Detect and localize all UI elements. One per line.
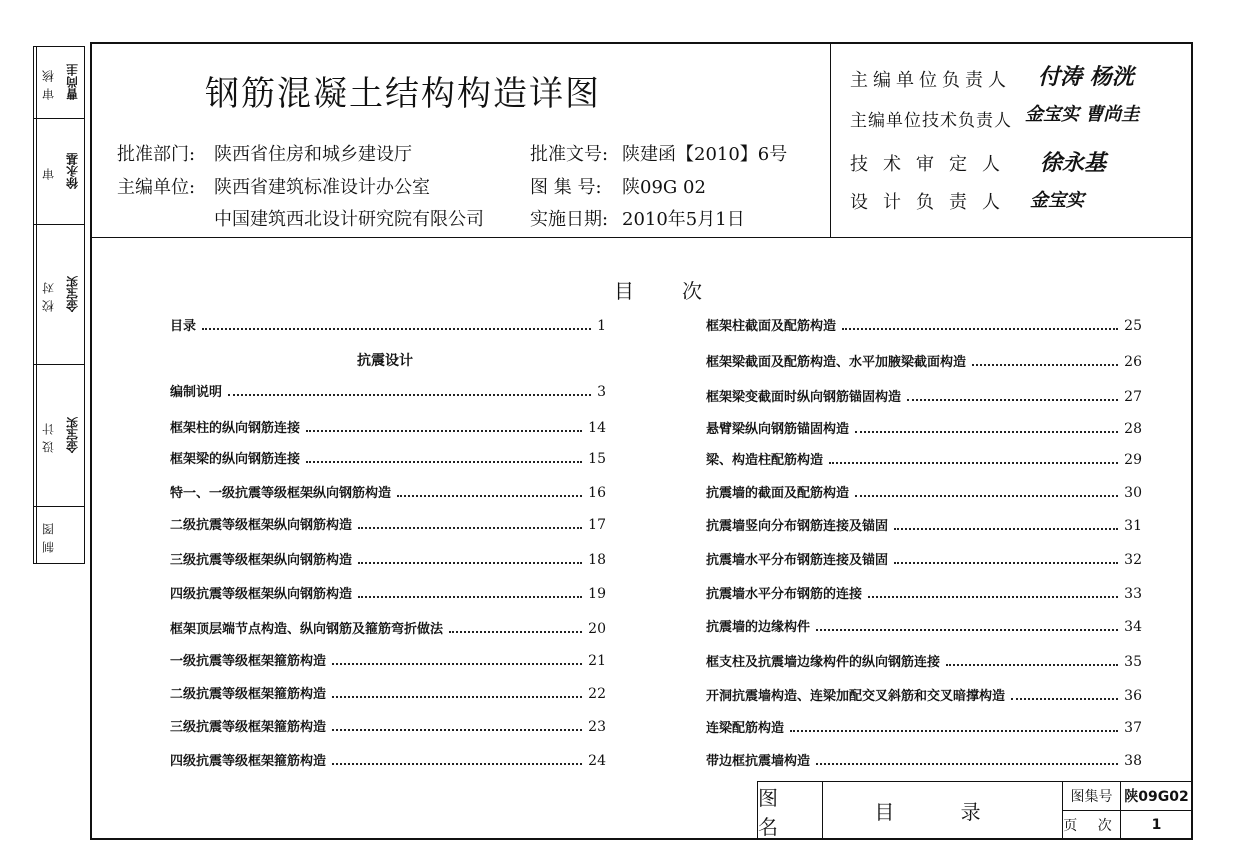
toc-entry[interactable] [706, 417, 1142, 437]
signature-design-chief: 金宝实 [1030, 190, 1084, 211]
toc-entry[interactable] [170, 513, 606, 533]
toc-entry[interactable] [706, 448, 1142, 468]
toc-entry-title: 抗震墙的截面及配筋构造 [706, 486, 850, 501]
resp-role-chief-unit: 主编单位负责人 [850, 70, 1011, 91]
toc-entry-page: 32 [1124, 552, 1142, 568]
toc-entry-title: 三级抗震等级框架箍筋构造 [170, 720, 327, 735]
page-number-cell: 1 [1151, 817, 1162, 833]
toc-leader [358, 562, 582, 564]
toc-leader [449, 631, 582, 633]
toc-entry-page: 23 [588, 719, 606, 735]
left-signature-strip [33, 46, 85, 564]
strip-role: 制图 [36, 507, 59, 563]
toc-entry-title: 抗震墙的边缘构件 [706, 620, 811, 635]
toc-entry[interactable] [706, 385, 1142, 405]
toc-entry-page: 21 [588, 653, 606, 669]
toc-leader [894, 562, 1118, 564]
toc-entry-page: 30 [1124, 485, 1142, 501]
toc-section-heading: 抗震设计 [357, 353, 413, 369]
toc-entry-title: 目录 [170, 319, 197, 334]
toc-leader [894, 528, 1118, 530]
approval-dept-label: 批准部门: [117, 144, 196, 165]
toc-entry-title: 四级抗震等级框架箍筋构造 [170, 754, 327, 769]
page-label-cell: 页 次 [1063, 811, 1121, 839]
toc-leader [829, 462, 1118, 464]
strip-person: 曹尚圭 [65, 64, 80, 101]
toc-leader [358, 527, 582, 529]
toc-entry-title: 连梁配筋构造 [706, 721, 785, 736]
toc-entry[interactable] [706, 350, 1142, 370]
header-vertical-divider [830, 42, 831, 238]
toc-leader [868, 596, 1118, 598]
toc-entry-page: 26 [1124, 354, 1142, 370]
toc-entry-title: 特一、一级抗震等级框架纵向钢筋构造 [170, 486, 392, 501]
title-block [757, 781, 1193, 840]
toc-entry-title: 四级抗震等级框架纵向钢筋构造 [170, 587, 353, 602]
impl-date: 2010年5月1日 [622, 209, 745, 230]
toc-entry-page: 20 [588, 621, 606, 637]
toc-leader [228, 394, 591, 396]
toc-entry-page: 37 [1124, 720, 1142, 736]
toc-entry-title: 一级抗震等级框架箍筋构造 [170, 654, 327, 669]
toc-entry-title: 框架梁截面及配筋构造、水平加腋梁截面构造 [706, 355, 967, 370]
toc-leader [332, 729, 582, 731]
toc-entry[interactable] [170, 617, 606, 637]
toc-entry-page: 3 [597, 384, 606, 400]
toc-leader [1011, 698, 1118, 700]
editor-unit-2: 中国建筑西北设计研究院有限公司 [214, 209, 484, 230]
toc-leader [946, 664, 1118, 666]
toc-leader [855, 495, 1118, 497]
toc-entry[interactable] [170, 380, 606, 400]
toc-entry[interactable] [706, 684, 1142, 704]
toc-leader [358, 596, 582, 598]
toc-entry[interactable] [170, 447, 606, 467]
toc-entry-page: 22 [588, 686, 606, 702]
toc-entry-title: 悬臂梁纵向钢筋锚固构造 [706, 422, 850, 437]
toc-entry-page: 24 [588, 753, 606, 769]
toc-leader [842, 328, 1118, 330]
strip-person: 徐永基 [65, 153, 80, 190]
toc-entry-title: 抗震墙水平分布钢筋的连接 [706, 587, 863, 602]
toc-leader [790, 730, 1118, 732]
strip-role: 审 [36, 119, 59, 224]
toc-leader [855, 431, 1118, 433]
toc-entry-title: 编制说明 [170, 385, 223, 400]
editor-unit-1: 陕西省建筑标准设计办公室 [214, 177, 430, 198]
toc-leader [332, 763, 582, 765]
signature-tech-chief: 金宝实 曹尚圭 [1025, 104, 1140, 125]
toc-entry-title: 三级抗震等级框架纵向钢筋构造 [170, 553, 353, 568]
toc-entry-title: 框架梁变截面时纵向钢筋锚固构造 [706, 390, 902, 405]
toc-entry-page: 1 [597, 318, 606, 334]
toc-entry-title: 带边框抗震墙构造 [706, 754, 811, 769]
toc-entry-title: 框架柱截面及配筋构造 [706, 319, 837, 334]
toc-entry-page: 38 [1124, 753, 1142, 769]
toc-leader [332, 663, 582, 665]
strip-cell-check [34, 119, 84, 225]
toc-entry[interactable] [706, 481, 1142, 501]
toc-entry-page: 35 [1124, 654, 1142, 670]
toc-entry[interactable] [706, 650, 1142, 670]
strip-role: 校对 [36, 225, 59, 364]
toc-entry-title: 框架柱的纵向钢筋连接 [170, 421, 301, 436]
toc-entry-title: 框架梁的纵向钢筋连接 [170, 452, 301, 467]
toc-entry-page: 33 [1124, 586, 1142, 602]
toc-entry-page: 15 [588, 451, 606, 467]
toc-leader [907, 399, 1118, 401]
toc-leader [816, 763, 1118, 765]
toc-entry[interactable] [170, 481, 606, 501]
toc-entry-page: 34 [1124, 619, 1142, 635]
toc-entry[interactable] [170, 548, 606, 568]
strip-role: 审核 [36, 47, 59, 118]
toc-entry-page: 31 [1124, 518, 1142, 534]
atlas-no-cell: 陕09G02 [1121, 782, 1192, 811]
atlas-no: 陕09G 02 [622, 177, 706, 198]
toc-entry[interactable] [170, 314, 606, 334]
toc-entry-page: 16 [588, 485, 606, 501]
strip-cell-proofread [34, 225, 84, 365]
toc-entry-page: 27 [1124, 389, 1142, 405]
toc-entry[interactable] [170, 715, 606, 735]
drawing-name: 目 录 [823, 782, 1063, 839]
toc-entry[interactable] [706, 716, 1142, 736]
toc-leader [816, 629, 1118, 631]
toc-entry[interactable] [170, 416, 606, 436]
toc-entry-page: 19 [588, 586, 606, 602]
toc-entry[interactable] [706, 615, 1142, 635]
toc-leader [202, 328, 591, 330]
toc-entry[interactable] [170, 582, 606, 602]
toc-entry[interactable] [170, 649, 606, 669]
strip-cell-design [34, 365, 84, 507]
strip-cell-review [34, 47, 84, 119]
toc-leader [306, 430, 582, 432]
page-title: 钢筋混凝土结构构造详图 [205, 74, 601, 114]
toc-leader [332, 696, 582, 698]
approval-no: 陕建函【2010】6号 [622, 144, 788, 165]
toc-entry-title: 开洞抗震墙构造、连梁加配交叉斜筋和交叉暗撑构造 [706, 689, 1006, 704]
toc-entry-title: 抗震墙水平分布钢筋连接及锚固 [706, 553, 889, 568]
toc-title: 目次 [614, 279, 750, 303]
toc-entry-title: 梁、构造柱配筋构造 [706, 453, 824, 468]
toc-entry[interactable] [170, 682, 606, 702]
signature-chief-unit: 付涛 杨洸 [1038, 64, 1134, 90]
toc-entry-title: 二级抗震等级框架箍筋构造 [170, 687, 327, 702]
editor-unit-label: 主编单位: [117, 177, 196, 198]
strip-person: 金宝实 [65, 417, 80, 454]
toc-entry-page: 29 [1124, 452, 1142, 468]
atlas-no-label-cell: 图集号 [1063, 782, 1121, 811]
toc-entry[interactable] [170, 749, 606, 769]
atlas-no-label: 图 集 号: [530, 177, 602, 198]
approval-dept: 陕西省住房和城乡建设厅 [214, 144, 412, 165]
header-divider [90, 237, 1193, 238]
toc-leader [397, 495, 582, 497]
toc-entry-page: 25 [1124, 318, 1142, 334]
strip-role: 设计 [36, 365, 59, 506]
toc-entry-title: 二级抗震等级框架纵向钢筋构造 [170, 518, 353, 533]
toc-entry-title: 框支柱及抗震墙边缘构件的纵向钢筋连接 [706, 655, 941, 670]
toc-entry[interactable] [706, 314, 1142, 334]
toc-entry-title: 框架顶层端节点构造、纵向钢筋及箍筋弯折做法 [170, 622, 444, 637]
toc-leader [972, 364, 1118, 366]
toc-entry-page: 17 [588, 517, 606, 533]
strip-person [60, 507, 84, 563]
impl-date-label: 实施日期: [530, 209, 609, 230]
toc-entry-title: 抗震墙竖向分布钢筋连接及锚固 [706, 519, 889, 534]
resp-role-tech-review: 技术审定人 [850, 154, 1015, 175]
toc-entry[interactable] [706, 514, 1142, 534]
signature-tech-review: 徐永基 [1040, 150, 1107, 176]
strip-cell-drafting [34, 507, 84, 563]
toc-entry[interactable] [706, 548, 1142, 568]
toc-entry[interactable] [706, 582, 1142, 602]
toc-leader [306, 461, 582, 463]
strip-person: 金宝实 [65, 276, 80, 313]
resp-role-design-chief: 设计负责人 [850, 192, 1015, 213]
drawing-name-label: 图 名 [758, 782, 823, 839]
resp-role-tech-chief: 主编单位技术负责人 [850, 111, 1012, 131]
toc-entry-page: 28 [1124, 421, 1142, 437]
toc-entry-page: 14 [588, 420, 606, 436]
approval-no-label: 批准文号: [530, 144, 609, 165]
toc-entry[interactable] [706, 749, 1142, 769]
toc-entry-page: 36 [1124, 688, 1142, 704]
toc-entry-page: 18 [588, 552, 606, 568]
